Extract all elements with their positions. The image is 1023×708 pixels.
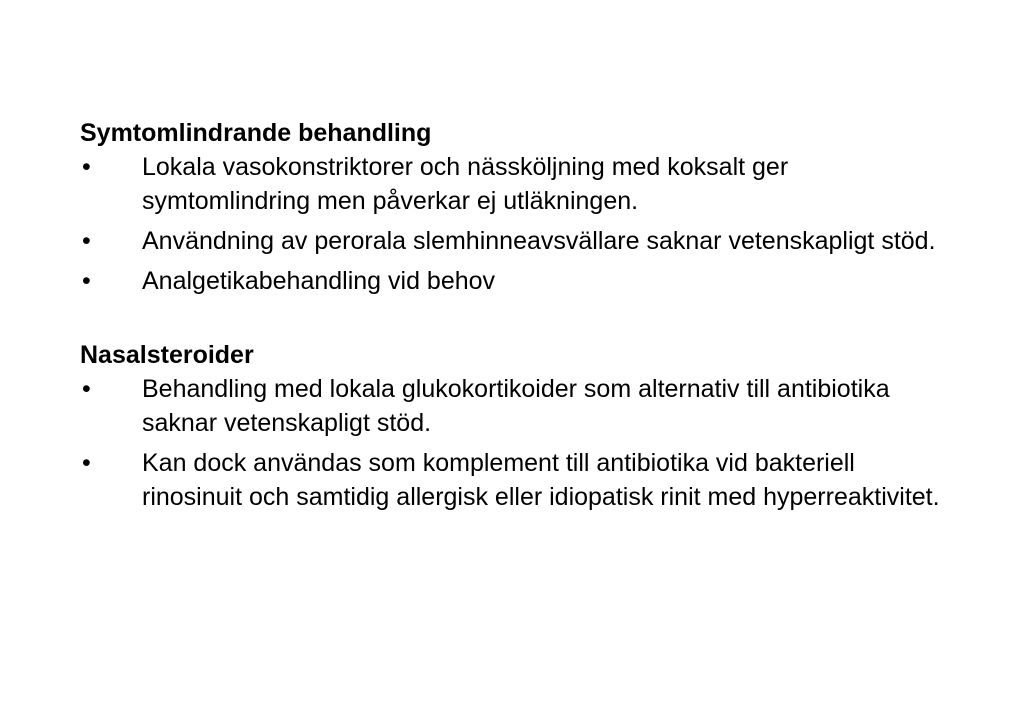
section-spacer bbox=[80, 304, 960, 338]
bullet-text: Behandling med lokala glukokortikoider som alternativ till antibiotika saknar vetenskapligt stöd. bbox=[142, 375, 890, 437]
bullet-icon: • bbox=[82, 153, 91, 181]
bullet-item bbox=[80, 372, 960, 440]
bullet-text: Lokala vasokonstriktorer och nässköljning med koksalt ger symtomlindring men påverkar ej utläkningen. bbox=[142, 153, 789, 215]
bullet-icon: • bbox=[82, 375, 91, 403]
section-heading-nasalsteroider: Nasalsteroider bbox=[80, 341, 254, 369]
bullet-item bbox=[80, 224, 960, 258]
section-heading-symtomlindrande: Symtomlindrande behandling bbox=[80, 119, 432, 147]
bullet-text: Kan dock användas som komplement till antibiotika vid bakteriell rinosinuit och samtidig allergisk eller idiopatisk rinit med hyperreaktivitet. bbox=[142, 449, 940, 511]
bullet-item bbox=[80, 264, 960, 298]
bullet-item bbox=[80, 150, 960, 218]
bullet-item bbox=[80, 446, 960, 514]
bullet-list-nasalsteroider bbox=[80, 372, 960, 514]
bullet-icon: • bbox=[82, 449, 91, 477]
bullet-icon: • bbox=[82, 267, 91, 295]
bullet-icon: • bbox=[82, 227, 91, 255]
bullet-list-symtomlindrande bbox=[80, 150, 960, 298]
bullet-text: Användning av perorala slemhinneavsvällare saknar vetenskapligt stöd. bbox=[142, 227, 936, 255]
bullet-text: Analgetikabehandling vid behov bbox=[142, 267, 496, 295]
slide-content bbox=[80, 116, 960, 520]
